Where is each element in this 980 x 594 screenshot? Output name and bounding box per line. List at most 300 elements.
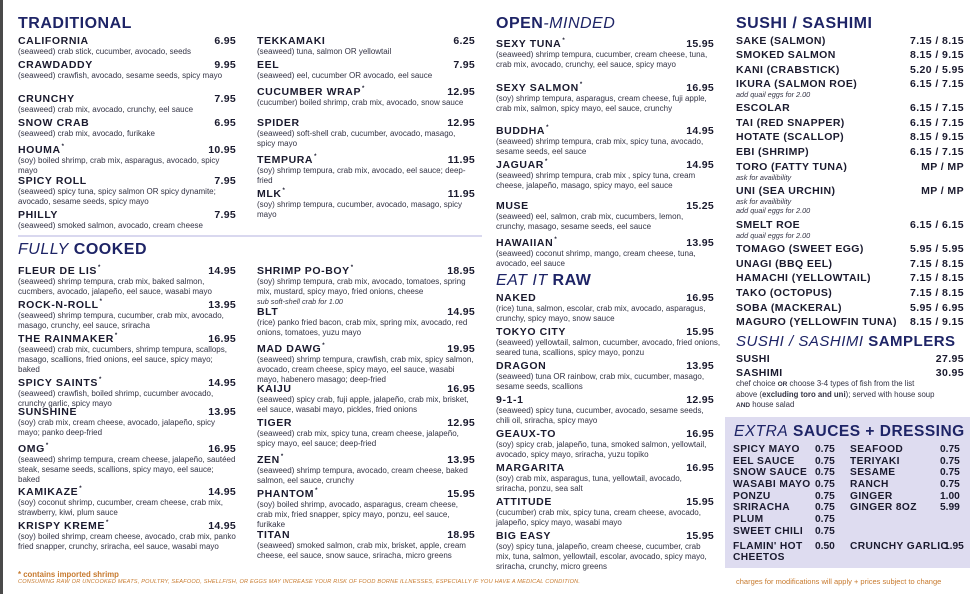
item-description: (seaweed) smoked salmon, crab mix, brisket, apple, cream cheese, eel sauce, snow sauce, sriracha, micro greens: [257, 541, 466, 560]
item-name: DRAGON: [496, 360, 547, 372]
sauce-price: 0.50: [815, 541, 835, 552]
sauce-price: 0.75: [940, 456, 960, 467]
item-description: (seaweed) spicy crab, fuji apple, jalapeño, crab mix, brisket, eel sauce, wasabi mayo, pickles, fried onions: [257, 395, 469, 414]
item-name: KAMIKAZE: [18, 486, 79, 498]
menu-item-snow-crab: [18, 117, 236, 139]
item-name: TORO (FATTY TUNA): [736, 161, 848, 173]
menu-item-big-easy: [496, 530, 714, 572]
imported-shrimp-marker: *: [79, 486, 83, 492]
sushi-item: [736, 243, 964, 255]
sauce-price: 1.95: [944, 541, 964, 552]
item-price: 8.15 / 9.15: [909, 49, 964, 61]
menu-item-hawaiian: [496, 234, 714, 269]
sauce-name: PLUM: [733, 514, 764, 525]
menu-item-zen: [257, 451, 475, 486]
item-price: 16.95: [686, 292, 714, 304]
imported-shrimp-marker: *: [314, 154, 318, 160]
sauce-name: SESAME: [850, 467, 896, 478]
menu-item-titan: [257, 529, 485, 561]
item-price: 7.95: [214, 93, 236, 105]
item-price: 6.15 / 6.15: [909, 219, 964, 231]
item-name: 9-1-1: [496, 394, 524, 406]
menu-item-mlk: [257, 185, 475, 220]
item-name: PHANTOM: [257, 488, 315, 500]
item-description: (seaweed) spicy tuna, cucumber, avocado, sesame seeds, chili oil, sriracha, spicy mayo: [496, 406, 704, 425]
sushi-item: [736, 287, 964, 299]
item-name: BUDDHA: [496, 125, 546, 137]
menu-item-omg: [18, 440, 236, 485]
section-title-sushi-sashimi: [736, 15, 872, 33]
item-name: SMOKED SALMON: [736, 49, 836, 61]
sushi-item: [736, 161, 964, 173]
item-price: 5.95 / 6.95: [909, 302, 964, 314]
sauce-price: 5.99: [940, 502, 960, 513]
section-title-open-minded: [496, 15, 615, 33]
menu-item-mad-dawg: [257, 340, 475, 385]
item-name: IKURA (SALMON ROE): [736, 78, 858, 90]
item-description: (rice) panko fried bacon, crab mix, spring mix, avocado, red onions, tomatoes, yuzu mayo: [257, 318, 468, 337]
item-description: (soy) shrimp tempura, asparagus, cream cheese, fuji apple, crab mix, salmon, spicy mayo, eel sauce, crunchy: [496, 94, 707, 113]
sauce-name: CRUNCHY GARLIC: [850, 541, 949, 552]
menu-item-shrimp-po-boy: [257, 262, 475, 307]
section-title-bold: SAMPLERS: [868, 333, 956, 350]
item-description: (soy) shrimp tempura, crab mix, avocado, eel sauce; deep-fried: [257, 166, 466, 185]
sushi-item: [736, 272, 964, 284]
item-name: KRISPY KREME: [18, 520, 105, 532]
sushi-item: [736, 258, 964, 270]
sauce-name: FLAMIN' HOT: [733, 541, 803, 552]
desc-bold: excluding toro and uni: [762, 390, 846, 399]
item-price: 16.95: [686, 462, 714, 474]
menu-item-muse: [496, 200, 714, 232]
sauce-price: 0.75: [815, 502, 835, 513]
section-title-samplers: [736, 333, 956, 351]
section-title-italic: -MINDED: [543, 15, 616, 32]
item-name: JAGUAR: [496, 159, 544, 171]
item-note: add quail eggs for 2.00: [736, 90, 811, 99]
menu-item-geaux-to: [496, 428, 724, 460]
item-description: (seaweed) shrimp tempura, crab mix, spicy tuna, avocado, sesame seeds, eel sauce: [496, 137, 704, 156]
imported-shrimp-marker: *: [579, 82, 583, 88]
item-name: SHRIMP PO-BOY: [257, 265, 350, 277]
item-price: 7.15 / 8.15: [909, 272, 964, 284]
sauce-name: RANCH: [850, 479, 889, 490]
item-description: (seaweed) crawfish, avocado, sesame seeds, spicy mayo: [18, 71, 223, 80]
sushi-item: [736, 78, 964, 90]
item-price: 6.95: [214, 117, 236, 129]
imported-shrimp-marker: *: [282, 188, 286, 194]
item-price: 10.95: [208, 144, 236, 156]
menu-item-rock-n-roll: [18, 296, 236, 331]
item-name: SPICY SAINTS: [18, 377, 98, 389]
sauce-price: 0.75: [815, 467, 835, 478]
item-price: 14.95: [208, 520, 236, 532]
item-description: (seaweed) tuna, salmon OR yellowtail: [257, 47, 392, 56]
item-description: (seaweed) shrimp tempura, crab mix , spicy tuna, cream cheese, jalapeño, masago, spicy mayo, eel sauce: [496, 171, 696, 190]
item-description: (soy) spicy crab, jalapeño, tuna, smoked salmon, yellowtail, avocado, spicy mayo, sriracha, yuzu topiko: [496, 440, 707, 459]
item-price: 15.95: [686, 326, 714, 338]
menu-item-eel: [257, 59, 475, 81]
item-name: MAGURO (YELLOWFIN TUNA): [736, 316, 897, 328]
section-title-italic: EXTRA: [734, 423, 789, 440]
item-name: ATTITUDE: [496, 496, 552, 508]
sauce-price: 0.75: [815, 444, 835, 455]
menu-item-blt: [257, 306, 475, 338]
sauce-price: 1.00: [940, 491, 960, 502]
sushi-item: [736, 64, 964, 76]
imported-shrimp-marker: *: [99, 299, 103, 305]
desc-text: ); served with house soup: [845, 390, 935, 399]
sampler-item-sushi: [736, 353, 964, 365]
sushi-item: [736, 302, 964, 314]
sushi-item: [736, 35, 964, 47]
item-name: SASHIMI: [736, 367, 783, 379]
item-price: 13.95: [686, 360, 714, 372]
item-name: SOBA (MACKERAL): [736, 302, 842, 314]
item-name: TITAN: [257, 529, 291, 541]
sauce-price: 0.75: [815, 456, 835, 467]
item-price: MP / MP: [921, 161, 964, 173]
item-price: 11.95: [447, 188, 475, 200]
menu-item-attitude: [496, 496, 714, 528]
item-name: HOUMA: [18, 144, 61, 156]
item-description: (soy) boiled shrimp, cream cheese, avocado, crab mix, panko fried snapper, crunchy, sriracha, eel sauce, wasabi mayo: [18, 532, 236, 551]
section-title-text: TRADITIONAL: [18, 15, 132, 32]
item-price: 7.95: [453, 59, 475, 71]
menu-item-kaiju: [257, 383, 475, 415]
item-name: CRUNCHY: [18, 93, 75, 105]
item-price: 6.15 / 7.15: [909, 117, 964, 129]
item-name: SUSHI: [736, 353, 771, 365]
item-description: (seaweed) shrimp tempura, cucumber, crab mix, avocado, masago, crunchy, eel sauce, sriracha: [18, 311, 224, 330]
menu-item-tempura: [257, 151, 475, 186]
menu-item-kamikaze: [18, 483, 236, 518]
item-price: 13.95: [447, 454, 475, 466]
item-price: 14.95: [686, 125, 714, 137]
item-description: (cucumber) crab mix, spicy tuna, cream cheese, avocado, jalapeño, spicy mayo, wasabi mayo: [496, 508, 701, 527]
sauce-name: GINGER 8OZ: [850, 502, 917, 513]
item-name: SEXY TUNA: [496, 38, 562, 50]
item-price: 5.20 / 5.95: [909, 64, 964, 76]
imported-shrimp-marker: *: [61, 144, 65, 150]
menu-item-krispy-kreme: [18, 517, 236, 552]
item-name: MARGARITA: [496, 462, 565, 474]
sushi-item: [736, 131, 964, 143]
item-price: 30.95: [935, 367, 964, 379]
item-name: TEMPURA: [257, 154, 314, 166]
imported-shrimp-marker: *: [114, 333, 118, 339]
item-name: CRAWDADDY: [18, 59, 93, 71]
menu-item-crunchy: [18, 93, 236, 115]
item-name: TOMAGO (SWEET EGG): [736, 243, 864, 255]
item-note: add quail eggs for 2.00: [736, 206, 811, 215]
item-description: (soy) crab mix, asparagus, tuna, yellowtail, avocado, sriracha, ponzu, sea salt: [496, 474, 682, 493]
sauce-name: WASABI MAYO: [733, 479, 811, 490]
sauce-name: SEAFOOD: [850, 444, 904, 455]
item-name: PHILLY: [18, 209, 58, 221]
item-price: 7.15 / 8.15: [909, 287, 964, 299]
item-price: 14.95: [208, 265, 236, 277]
menu-item-tiger: [257, 417, 475, 449]
item-price: 16.95: [447, 383, 475, 395]
sauce-price: 0.75: [815, 491, 835, 502]
item-description: (seaweed) soft-shell crab, cucumber, avocado, masago, spicy mayo: [257, 129, 456, 148]
item-name: CUCUMBER WRAP: [257, 86, 362, 98]
imported-shrimp-footnote: * contains imported shrimp: [18, 570, 119, 579]
sushi-item: [736, 49, 964, 61]
item-name: SEXY SALMON: [496, 82, 579, 94]
item-price: 12.95: [447, 86, 475, 98]
item-description: (soy) crab mix, cream cheese, avocado, jalapeño, spicy mayo; panko deep-fried: [18, 418, 215, 437]
menu-item-tekkamaki: [257, 35, 475, 57]
item-price: 16.95: [208, 443, 236, 455]
item-name: KAIJU: [257, 383, 292, 395]
sushi-item: [736, 185, 964, 197]
item-description: (seaweed) shrimp tempura, cream cheese, jalapeño, sautéed steak, sesame seeds, scallions, spicy mayo, eel sauce; baked: [18, 455, 236, 484]
sauce-price: 0.75: [815, 514, 835, 525]
item-name: HAMACHI (YELLOWTAIL): [736, 272, 871, 284]
item-price: 14.95: [447, 306, 475, 318]
menu-item-fleur-de-lis: [18, 262, 236, 297]
item-price: 8.15 / 9.15: [909, 316, 964, 328]
section-title-italic: SUSHI / SASHIMI: [736, 333, 864, 350]
menu-item-sexy-tuna: [496, 35, 714, 70]
item-description: (soy) boiled shrimp, avocado, asparagus, cream cheese, crab mix, fried snapper, spicy mayo, ponzu, eel sauce, furikake: [257, 500, 458, 529]
imported-shrimp-marker: *: [98, 377, 102, 383]
item-price: 15.25: [686, 200, 714, 212]
item-price: 6.95: [214, 35, 236, 47]
sauce-price: 0.75: [815, 479, 835, 490]
item-name: UNI (SEA URCHIN): [736, 185, 836, 197]
item-description: (seaweed) shrimp tempura, cucumber, cream cheese, tuna, crab mix, avocado, crunchy, eel sauce, spicy mayo: [496, 50, 708, 69]
item-price: 18.95: [447, 529, 475, 541]
item-description: (seaweed) tuna OR rainbow, crab mix, cucumber, masago, sesame seeds, scallions: [496, 372, 705, 391]
imported-shrimp-marker: *: [45, 443, 49, 449]
item-name: HAWAIIAN: [496, 237, 554, 249]
item-description: (seaweed) eel, salmon, crab mix, cucumbers, lemon, crunchy, masago, sesame seeds, eel sauce: [496, 212, 684, 231]
sushi-item: [736, 219, 964, 231]
item-price: 7.95: [214, 175, 236, 187]
imported-shrimp-marker: *: [362, 86, 365, 92]
menu-item-sunshine: [18, 406, 236, 438]
desc-text: chef choice: [736, 379, 778, 388]
imported-shrimp-marker: *: [97, 265, 101, 271]
menu-item-philly: [18, 209, 236, 231]
item-name: NAKED: [496, 292, 537, 304]
desc-or: OR: [777, 381, 788, 388]
menu-item-spicy-saints: [18, 374, 236, 409]
item-price: 16.95: [208, 333, 236, 345]
sampler-description: [736, 379, 936, 411]
item-description: (rice) tuna, salmon, escolar, crab mix, avocado, asparagus, crunchy, spicy mayo, snow sauce: [496, 304, 706, 323]
imported-shrimp-marker: *: [350, 265, 354, 271]
section-title-eat-it-raw: [496, 272, 591, 290]
sauce-price: 0.75: [940, 467, 960, 478]
item-price: 5.95 / 5.95: [909, 243, 964, 255]
imported-shrimp-marker: *: [544, 159, 548, 165]
section-divider: [18, 235, 482, 237]
item-description: (seaweed) crab mix, avocado, crunchy, eel sauce: [18, 105, 194, 114]
item-price: MP / MP: [921, 185, 964, 197]
sauce-name: SPICY MAYO: [733, 444, 800, 455]
imported-shrimp-marker: *: [562, 38, 566, 44]
item-name: FLEUR DE LIS: [18, 265, 97, 277]
sampler-item-sashimi: [736, 367, 964, 379]
item-description: (soy) spicy tuna, jalapeño, cream cheese, cucumber, crab mix, tuna, salmon, yellowtail, escolar, avocado, spicy mayo, sriracha, crunchy, micro greens: [496, 542, 707, 571]
item-price: 13.95: [208, 299, 236, 311]
sauce-name-line2: CHEETOS: [733, 552, 785, 563]
item-price: 12.95: [447, 117, 475, 129]
menu-item-margarita: [496, 462, 714, 494]
item-price: 8.15 / 9.15: [909, 131, 964, 143]
item-description: (seaweed) crab stick, cucumber, avocado, seeds: [18, 47, 191, 56]
section-title-italic: FULLY: [18, 241, 69, 258]
item-name: MUSE: [496, 200, 529, 212]
item-description: (seaweed) shrimp tempura, crab mix, baked salmon, cucmbers, avocado, jalapeño, eel sauce, wasabi mayo: [18, 277, 212, 296]
sauce-name: SNOW SAUCE: [733, 467, 808, 478]
item-price: 16.95: [686, 428, 714, 440]
item-name: SAKE (SALMON): [736, 35, 826, 47]
section-title-fully-cooked: [18, 241, 147, 259]
sauce-price: 0.75: [815, 526, 835, 537]
item-price: 12.95: [447, 417, 475, 429]
item-price: 14.95: [686, 159, 714, 171]
menu-item-911: [496, 394, 714, 426]
menu-item-buddha: [496, 122, 714, 157]
item-note: ask for availibility: [736, 197, 792, 206]
charges-note: charges for modifications will apply + prices subject to change: [736, 577, 942, 586]
item-description: (seaweed) crawfish, boiled shrimp, cucumber avocado, crunchy garlic, spicy mayo: [18, 389, 214, 408]
item-name: TAI (RED SNAPPER): [736, 117, 845, 129]
section-title-bold: RAW: [552, 272, 592, 289]
item-name: TOKYO CITY: [496, 326, 566, 338]
item-name: ESCOLAR: [736, 102, 791, 114]
item-price: 6.15 / 7.15: [909, 102, 964, 114]
item-description: (soy) shrimp tempura, crab mix, avocado, tomatoes, spring mix, mustard, spicy mayo, fried onions, cheese: [257, 277, 466, 296]
item-price: 6.15 / 7.15: [909, 146, 964, 158]
sauce-name: GINGER: [850, 491, 893, 502]
item-price: 18.95: [447, 265, 475, 277]
menu-item-crawdaddy: [18, 59, 236, 81]
imported-shrimp-marker: *: [315, 488, 319, 494]
sushi-item: [736, 316, 964, 328]
item-price: 7.15 / 8.15: [909, 258, 964, 270]
sauce-name: PONZU: [733, 491, 771, 502]
item-price: 19.95: [447, 343, 475, 355]
menu-item-spicy-roll: [18, 175, 236, 207]
sauce-name: TERIYAKI: [850, 456, 900, 467]
section-title-bold: SAUCES + DRESSING: [793, 423, 965, 440]
item-description: (seaweed) coconut shrimp, mango, cream cheese, tuna, avocado, eel sauce: [496, 249, 696, 268]
item-name: ROCK-N-ROLL: [18, 299, 99, 311]
item-name: BLT: [257, 306, 279, 318]
item-description: (seaweed) shrimp tempura, avocado, cream cheese, baked salmon, eel sauce, crunchy: [257, 466, 468, 485]
item-name: THE RAINMAKER: [18, 333, 114, 345]
item-price: 16.95: [686, 82, 714, 94]
item-description: (seaweed) crab mix, cucumbers, shrimp tempura, scallops, masago, scallions, fried onions, eel sauce, spicy mayo; baked: [18, 345, 227, 374]
section-title-sauces: [734, 423, 965, 441]
food-safety-warning: CONSUMING RAW OR UNCOOKED MEATS, POULTRY, SEAFOOD, SHELLFISH, OR EGGS MAY INCREASE YOUR RISK OF FOOD BORNE ILLNESSES, ESPECIALLY IF YOU HAVE A MEDICAL CONDITION.: [18, 579, 581, 585]
item-description: (seaweed) spicy tuna, spicy salmon OR spicy dynamite; avocado, sesame seeds, spicy mayo: [18, 187, 216, 206]
item-description: (seaweed) smoked salmon, avocado, cream cheese: [18, 221, 203, 230]
item-name: OMG: [18, 443, 45, 455]
item-name: BIG EASY: [496, 530, 551, 542]
item-name: SNOW CRAB: [18, 117, 90, 129]
menu-item-jaguar: [496, 156, 714, 191]
item-price: 15.95: [686, 38, 714, 50]
item-description: (seaweed) shrimp tempura, crawfish, crab mix, spicy salmon, avocado, cream cheese, spicy mayo, eel sauce, wasabi mayo, habenero masago; deep-fried: [257, 355, 474, 384]
item-price: 15.95: [686, 530, 714, 542]
menu-item-tokyo-city: [496, 326, 724, 358]
item-price: 11.95: [447, 154, 475, 166]
item-name: ZEN: [257, 454, 280, 466]
desc-text: choose 3-4 types of fish from the list above (: [736, 379, 915, 399]
menu-item-dragon: [496, 360, 714, 392]
item-price: 13.95: [686, 237, 714, 249]
item-name: GEAUX-TO: [496, 428, 557, 440]
left-border: [0, 0, 3, 594]
sushi-item: [736, 117, 964, 129]
item-name: CALIFORNIA: [18, 35, 89, 47]
sauce-name: SWEET CHILI: [733, 526, 804, 537]
imported-shrimp-marker: *: [546, 125, 550, 131]
item-name: KANI (CRABSTICK): [736, 64, 840, 76]
item-name: TAKO (OCTOPUS): [736, 287, 833, 299]
item-name: HOTATE (SCALLOP): [736, 131, 845, 143]
item-price: 14.95: [208, 486, 236, 498]
item-description: (seaweed) crab mix, avocado, furikake: [18, 129, 155, 138]
item-description: (soy) boiled shrimp, crab mix, asparagus, avocado, spicy mayo: [18, 156, 220, 175]
item-name: SPICY ROLL: [18, 175, 87, 187]
item-note: add quail eggs for 2.00: [736, 231, 811, 240]
item-name: SPIDER: [257, 117, 300, 129]
item-name: EEL: [257, 59, 280, 71]
menu-item-california: [18, 35, 236, 57]
item-description: (seaweed) yellowtail, salmon, cucumber, avocado, fried onions, seared tuna, scallions, spicy mayo, ponzu: [496, 338, 721, 357]
sushi-item: [736, 102, 964, 114]
item-name: EBI (SHRIMP): [736, 146, 810, 158]
menu-item-spider: [257, 117, 475, 149]
sauce-price: 0.75: [940, 479, 960, 490]
menu-item-the-rainmaker: [18, 330, 236, 375]
item-name: UNAGI (BBQ EEL): [736, 258, 833, 270]
section-title-bold: COOKED: [73, 241, 148, 258]
desc-and: AND: [736, 402, 751, 409]
sauce-price: 0.75: [940, 444, 960, 455]
section-title-bold: OPEN: [496, 15, 544, 32]
item-name: SUNSHINE: [18, 406, 78, 418]
item-price: 27.95: [935, 353, 964, 365]
item-note: ask for availibility: [736, 173, 792, 182]
item-name: MLK: [257, 188, 282, 200]
desc-text: house salad: [750, 400, 795, 409]
sauce-name: SRIRACHA: [733, 502, 790, 513]
item-price: 7.95: [214, 209, 236, 221]
item-price: 9.95: [214, 59, 236, 71]
item-description: (seaweed) crab mix, spicy tuna, cream cheese, jalapeño, spicy mayo, eel sauce; deep-fried: [257, 429, 459, 448]
item-name: TEKKAMAKI: [257, 35, 326, 47]
item-description: (soy) shrimp tempura, cucumber, avocado, masago, spicy mayo: [257, 200, 462, 219]
item-price: 15.95: [686, 496, 714, 508]
item-name: MAD DAWG: [257, 343, 322, 355]
menu-item-sexy-salmon: [496, 79, 714, 114]
item-description: (cucumber) boiled shrimp, crab mix, avocado, snow sauce: [257, 98, 464, 107]
imported-shrimp-marker: *: [105, 520, 109, 526]
sauce-name: EEL SAUCE: [733, 456, 795, 467]
section-title-italic: EAT IT: [496, 272, 548, 289]
imported-shrimp-marker: *: [280, 454, 284, 460]
menu-item-naked: [496, 292, 714, 324]
